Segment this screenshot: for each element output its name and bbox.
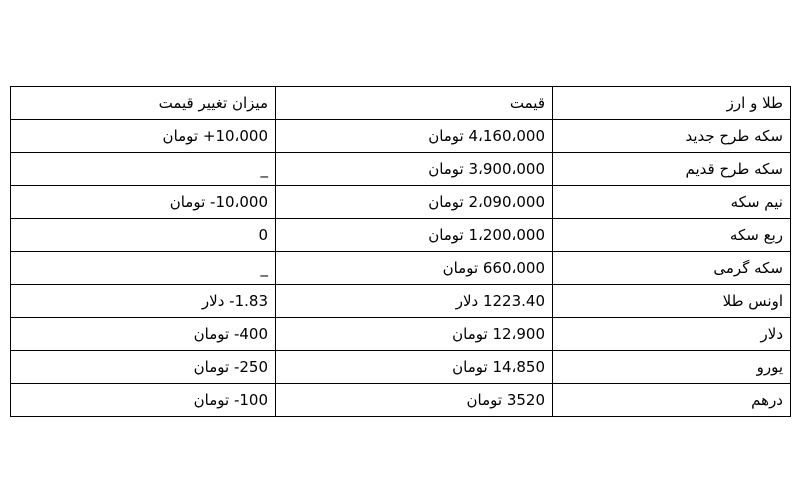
item-name: یورو xyxy=(553,351,791,384)
item-change: 400- تومان xyxy=(11,318,276,351)
table-header-row xyxy=(11,87,791,120)
header-price-change: میزان تغییر قیمت xyxy=(11,87,276,120)
table-row xyxy=(11,285,791,318)
item-change: 250- تومان xyxy=(11,351,276,384)
item-name: دلار xyxy=(553,318,791,351)
item-price: 12،900 تومان xyxy=(276,318,553,351)
item-name: سکه طرح جدید xyxy=(553,120,791,153)
item-change: 100- تومان xyxy=(11,384,276,417)
table-row xyxy=(11,153,791,186)
table-row xyxy=(11,120,791,153)
table-row xyxy=(11,219,791,252)
item-price: 14،850 تومان xyxy=(276,351,553,384)
item-change: _ xyxy=(11,252,276,285)
item-price: 2،090،000 تومان xyxy=(276,186,553,219)
item-price: 3،900،000 تومان xyxy=(276,153,553,186)
item-change: _ xyxy=(11,153,276,186)
item-name: سکه طرح قدیم xyxy=(553,153,791,186)
item-price: 3520 تومان xyxy=(276,384,553,417)
item-price: 660،000 تومان xyxy=(276,252,553,285)
item-price: 4،160،000 تومان xyxy=(276,120,553,153)
item-price: 1،200،000 تومان xyxy=(276,219,553,252)
item-change: 1.83- دلار xyxy=(11,285,276,318)
item-name: درهم xyxy=(553,384,791,417)
header-price: قیمت xyxy=(276,87,553,120)
item-change: 10،000+ تومان xyxy=(11,120,276,153)
table-row xyxy=(11,351,791,384)
item-price: 1223.40 دلار xyxy=(276,285,553,318)
header-gold-currency: طلا و ارز xyxy=(553,87,791,120)
item-name: اونس طلا xyxy=(553,285,791,318)
table-row xyxy=(11,384,791,417)
item-name: سکه گرمی xyxy=(553,252,791,285)
table-row xyxy=(11,186,791,219)
item-change: 10،000- تومان xyxy=(11,186,276,219)
item-change: 0 xyxy=(11,219,276,252)
table-row xyxy=(11,252,791,285)
item-name: نیم سکه xyxy=(553,186,791,219)
item-name: ربع سکه xyxy=(553,219,791,252)
price-table xyxy=(10,86,791,417)
table-row xyxy=(11,318,791,351)
